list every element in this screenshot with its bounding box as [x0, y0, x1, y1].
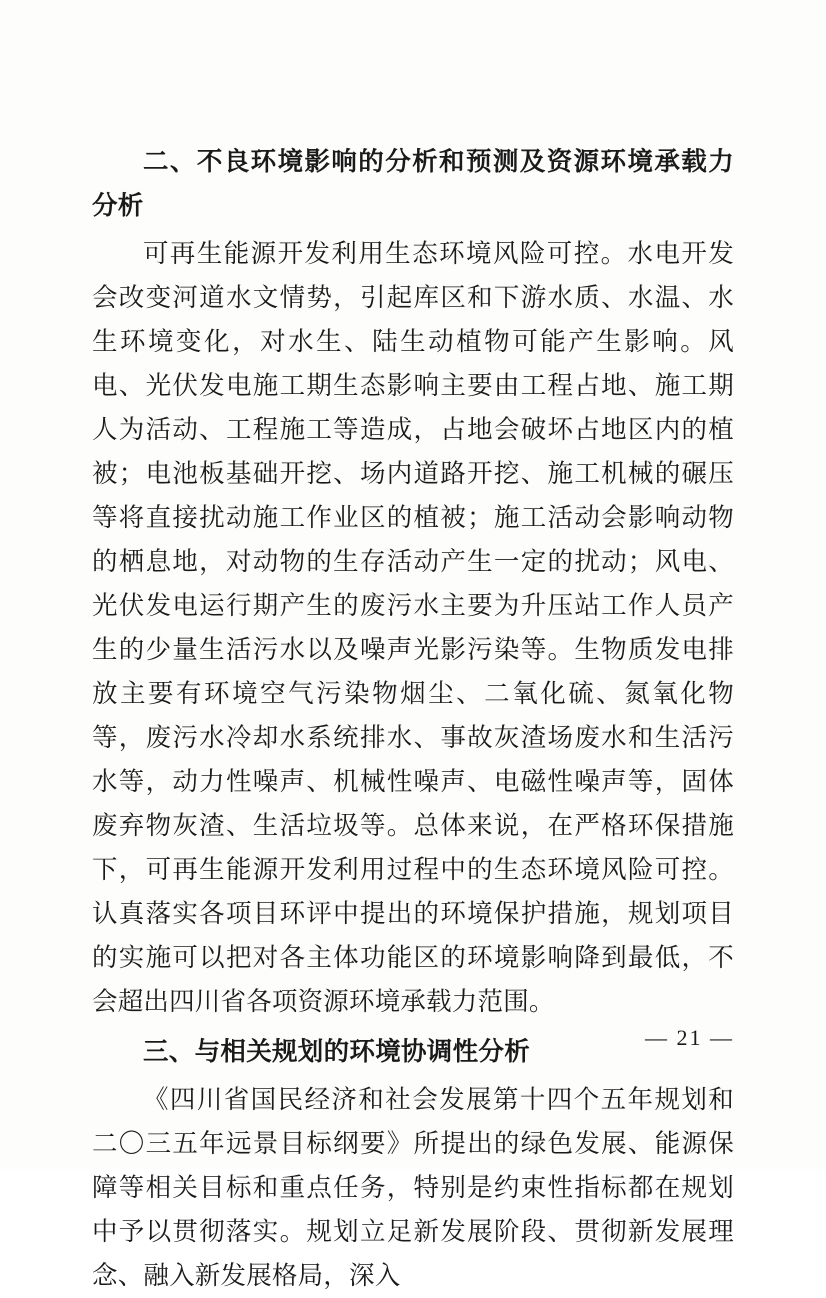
page-number: — 21 — — [645, 1025, 734, 1050]
document-body — [92, 140, 734, 1298]
section-heading-two: 二、不良环境影响的分析和预测及资源环境承载力分析 — [92, 147, 734, 220]
section-paragraph-two: 可再生能源开发利用生态环境风险可控。水电开发会改变河道水文情势，引起库区和下游水质、水温、水生环境变化，对水生、陆生动植物可能产生影响。风电、光伏发电施工期生态影响主要由工程占地、施工期人为活动、工程施工等造成，占地会破坏占地区内的植被；电池板基础开挖、场内道路开挖、施工机械的碾压等将直接扰动施工作业区的植被；施工活动会影响动物的栖息地，对动物的生存活动产生一定的扰动；风电、光伏发电运行期产生的废污水主要为升压站工作人员产生的少量生活污水以及噪声光影污染等。生物质发电排放主要有环境空气污染物烟尘、二氧化硫、氮氧化物等，废污水冷却水系统排水、事故灰渣场废水和生活污水等，动力性噪声、机械性噪声、电磁性噪声等，固体废弃物灰渣、生活垃圾等。总体来说，在严格环保措施下，可再生能源开发利用过程中的生态环境风险可控。认真落实各项目环评中提出的环境保护措施，规划项目的实施可以把对各主体功能区的环境影响降到最低，不会超出四川省各项资源环境承载力范围。 — [92, 239, 734, 1016]
section-paragraph-three: 《四川省国民经济和社会发展第十四个五年规划和二〇三五年远景目标纲要》所提出的绿色发展、能源保障等相关目标和重点任务，特别是约束性指标都在规划中予以贯彻落实。规划立足新发展阶段、贯彻新发展理念、融入新发展格局，深入 — [92, 1085, 734, 1290]
section-heading-three: 三、与相关规划的环境协调性分析 — [143, 1037, 531, 1066]
